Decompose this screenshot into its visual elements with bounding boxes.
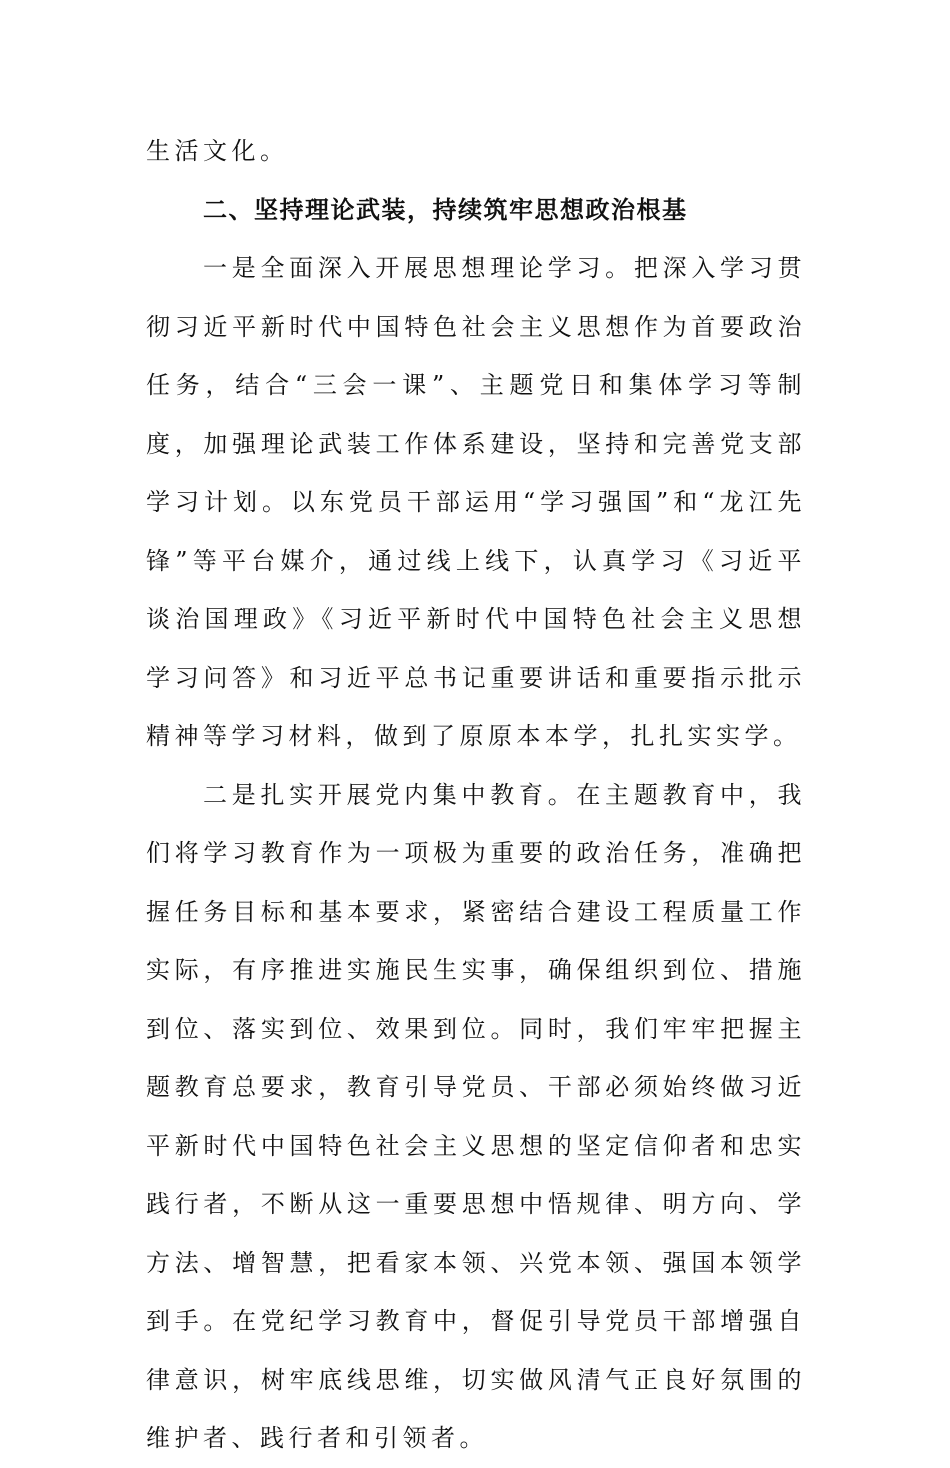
paragraph-theory-study: 一是全面深入开展思想理论学习。把深入学习贯彻习近平新时代中国特色社会主义思想作为首要政治任务，结合“三会一课”、主题党日和集体学习等制度，加强理论武装工作体系建设，坚持和完善党支部学习计划。以东党员干部运用“学习强国”和“龙江先锋”等平台媒介，通过线上线下，认真学习《习近平谈治国理政》《习近平新时代中国特色社会主义思想学习问答》和习近平总书记重要讲话和重要指示批示精神等学习材料，做到了原原本本学，扎扎实实学。 [146,254,806,750]
document-body [146,122,806,1468]
intro-tail-text: 生活文化。 [146,137,289,165]
paragraph-party-education: 二是扎实开展党内集中教育。在主题教育中，我们将学习教育作为一项极为重要的政治任务，准确把握任务目标和基本要求，紧密结合建设工程质量工作实际，有序推进实施民生实事，确保组织到位、措施到位、落实到位、效果到位。同时，我们牢牢把握主题教育总要求，教育引导党员、干部必须始终做习近平新时代中国特色社会主义思想的坚定信仰者和忠实践行者，不断从这一重要思想中悟规律、明方向、学方法、增智慧，把看家本领、兴党本领、强国本领学到手。在党纪学习教育中，督促引导党员干部增强自律意识，树牢底线思维，切实做风清气正良好氛围的维护者、践行者和引领者。 [146,780,806,1452]
section-heading: 二、坚持理论武装，持续筑牢思想政治根基 [203,195,688,224]
